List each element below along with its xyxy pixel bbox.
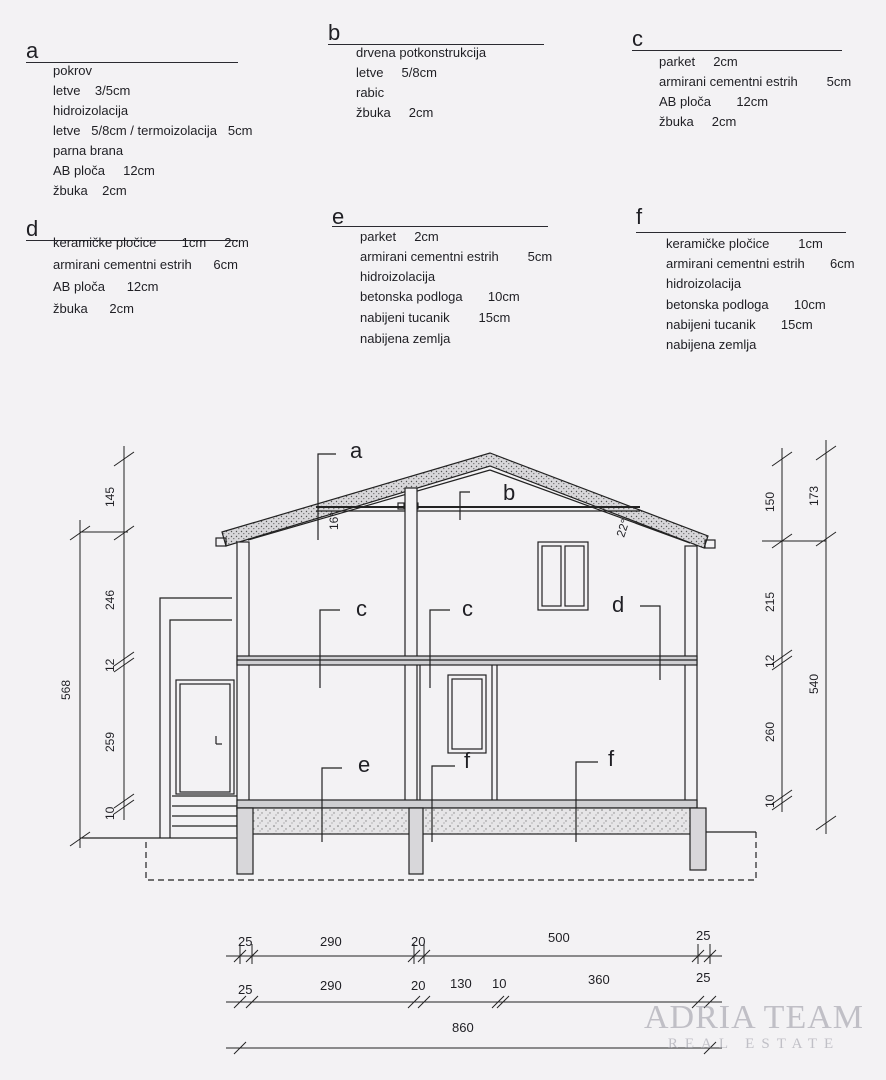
dim-label: 145 [103, 486, 117, 507]
legend-line: žbuka 2cm [659, 114, 737, 129]
window-upper [538, 542, 588, 610]
legend-line: nabijeni tucanik 15cm [666, 317, 813, 332]
wall-right [685, 546, 697, 810]
legend-line: parket 2cm [360, 229, 439, 244]
dim-label: 860 [452, 1020, 474, 1035]
dim-label: 150 [763, 491, 777, 512]
window-upper-pane [542, 546, 561, 606]
dim-label: 259 [103, 731, 117, 752]
legend-line: letve 5/8cm / termoizolacija 5cm [53, 123, 253, 138]
roof-angle-right: 22° [613, 517, 633, 539]
dim-label: 20 [411, 934, 426, 949]
legend-line: betonska podloga 10cm [360, 289, 520, 304]
dim-label: 20 [411, 978, 426, 993]
ground-slab [237, 800, 697, 808]
legend-line: drvena potkonstrukcija [356, 45, 487, 60]
legend-line: žbuka 2cm [53, 301, 134, 316]
dim-label: 500 [548, 930, 570, 945]
dim-label: 25 [238, 982, 253, 997]
leader-c2 [430, 610, 450, 688]
foundation-center [409, 808, 423, 874]
roof-slab [222, 453, 708, 548]
leader-d [640, 606, 660, 680]
dim-label: 130 [450, 976, 472, 991]
dimension-labels-bottom [238, 928, 710, 1035]
watermark-brand: ADRIA TEAM [644, 999, 864, 1036]
gravel-layer [237, 808, 697, 834]
dim-label: 12 [103, 658, 117, 672]
roof-inner-line [248, 470, 490, 540]
legend-line: parket 2cm [659, 54, 738, 69]
section-label-f: f [608, 746, 615, 771]
watermark [644, 1000, 864, 1052]
watermark-sub: REAL ESTATE [667, 1036, 841, 1052]
legend-line: nabijena zemlja [666, 337, 757, 352]
window-lower [448, 675, 486, 753]
legend-line: hidroizolacija [360, 269, 436, 284]
legend-line: rabic [356, 85, 385, 100]
leader-c1 [320, 610, 340, 688]
legend-line: hidroizolacija [53, 103, 129, 118]
legend-letter: d [26, 216, 39, 241]
section-label-d: d [612, 592, 625, 617]
legend-line: armirani cementni estrih 6cm [53, 257, 238, 272]
dimension-labels-left [59, 487, 117, 820]
legend-line: hidroizolacija [666, 276, 742, 291]
dim-label: 10 [103, 806, 117, 820]
dimension-chain-left [70, 446, 134, 848]
dim-label: 25 [238, 934, 253, 949]
legend-line: pokrov [53, 63, 93, 78]
entrance-door-inner [180, 684, 230, 792]
dim-label: 260 [763, 721, 777, 742]
legend-line: armirani cementni estrih 5cm [659, 74, 852, 89]
section-label-c: c [356, 596, 367, 621]
legend-line: žbuka 2cm [356, 105, 434, 120]
building-section [82, 453, 756, 880]
legend-line: parna brana [53, 143, 124, 158]
wall-left [237, 542, 249, 810]
legend-line: letve 5/8cm [356, 65, 437, 80]
dim-label: 173 [807, 485, 821, 506]
dim-label: 12 [763, 654, 777, 668]
dim-label: 360 [588, 972, 610, 987]
legend-line: keramičke pločice 1cm [666, 236, 823, 251]
legend-letter: b [328, 20, 341, 45]
section-label-a: a [350, 438, 363, 463]
porch-outline [170, 620, 232, 838]
dim-label: 246 [103, 589, 117, 610]
foundation-left [237, 808, 253, 874]
legend-line: AB ploča 12cm [53, 163, 155, 178]
legend-line: betonska podloga 10cm [666, 297, 826, 312]
dim-label: 290 [320, 978, 342, 993]
foundation-right [690, 808, 706, 870]
legend-line: nabijena zemlja [360, 331, 451, 346]
legend-letter: e [332, 204, 345, 229]
dim-label: 10 [763, 794, 777, 808]
legend-letter: a [26, 38, 39, 63]
dim-label: 10 [492, 976, 507, 991]
window-upper-pane [565, 546, 584, 606]
roof-angle-left: 16° [327, 511, 341, 530]
legend-line: AB ploča 12cm [53, 279, 159, 294]
entrance-door [176, 680, 234, 794]
legend-letter: f [636, 204, 643, 229]
dim-label: 25 [696, 970, 711, 985]
dim-label: 215 [763, 591, 777, 612]
legend-line: keramičke pločice 1cm 2cm [53, 235, 249, 250]
section-label-c: c [462, 596, 473, 621]
dim-label: 25 [696, 928, 711, 943]
legend-line: žbuka 2cm [53, 183, 127, 198]
legend-letter: c [632, 26, 643, 51]
window-lower-pane [452, 679, 482, 749]
porch-outline [160, 598, 232, 838]
dim-label: 568 [59, 679, 73, 700]
legend-line: nabijeni tucanik 15cm [360, 310, 511, 325]
section-label-e: e [358, 752, 371, 777]
dim-label: 290 [320, 934, 342, 949]
section-label-b: b [503, 480, 516, 505]
legend-line: letve 3/5cm [53, 83, 131, 98]
legend-line: AB ploča 12cm [659, 94, 769, 109]
dim-label: 540 [807, 673, 821, 694]
central-column [405, 488, 417, 810]
legend-line: armirani cementni estrih 5cm [360, 249, 553, 264]
legend-line: armirani cementni estrih 6cm [666, 256, 855, 271]
section-label-f: f [464, 748, 471, 773]
